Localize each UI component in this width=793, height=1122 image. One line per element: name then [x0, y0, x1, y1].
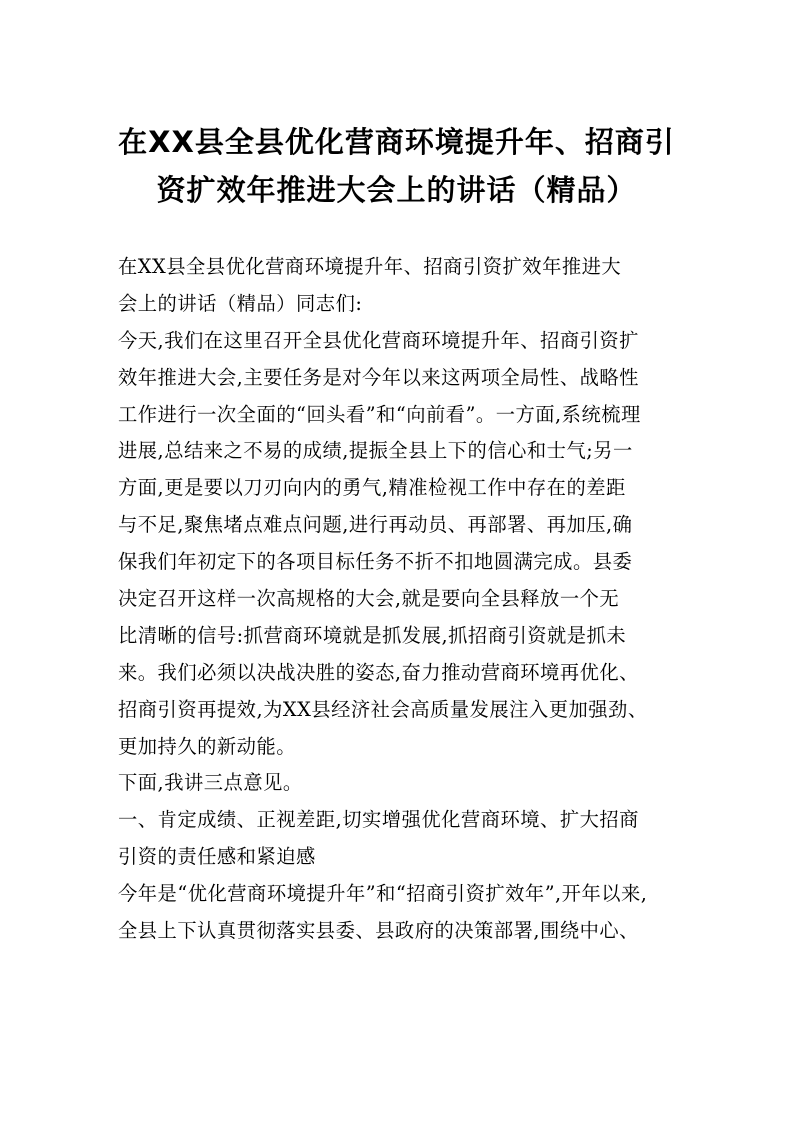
document-body — [118, 249, 698, 950]
body-line: 比清晰的信号:抓营商环境就是抓发展,抓招商引资就是抓未 — [118, 623, 627, 647]
body-line: 保我们年初定下的各项目标任务不折不扣地圆满完成。县委 — [118, 550, 633, 574]
body-line: 方面,更是要以刀刃向内的勇气,精准检视工作中存在的差距 — [118, 476, 626, 500]
body-line: 工作进行一次全面的“回头看”和“向前看”。一方面,系统梳理 — [118, 402, 641, 426]
body-line: 与不足,聚焦堵点难点问题,进行再动员、再部署、再加压,确 — [118, 513, 633, 537]
body-line: 来。我们必须以决战决胜的姿态,奋力推动营商环境再优化、 — [118, 660, 639, 684]
title-line: 在XX县全县优化营商环境提升年、招商引 — [118, 125, 675, 159]
body-line: 全县上下认真贯彻落实县委、县政府的决策部署,围绕中心、 — [118, 919, 639, 943]
body-line: 会上的讲话（精品）同志们: — [118, 291, 363, 315]
body-line: 进展,总结来之不易的成绩,提振全县上下的信心和士气;另一 — [118, 439, 633, 463]
document-title — [100, 118, 693, 214]
body-line: 引资的责任感和紧迫感 — [118, 845, 316, 869]
body-line: 决定召开这样一次高规格的大会,就是要向全县释放一个无 — [118, 587, 620, 611]
body-line: 效年推进大会,主要任务是对今年以来这两项全局性、战略性 — [118, 365, 639, 389]
body-line: 今天,我们在这里召开全县优化营商环境提升年、招商引资扩 — [118, 328, 639, 352]
body-line: 招商引资再提效,为XX县经济社会高质量发展注入更加强劲、 — [118, 697, 648, 721]
body-line: 一、肯定成绩、正视差距,切实增强优化营商环境、扩大招商 — [118, 808, 639, 832]
title-line: 资扩效年推进大会上的讲话（精品） — [156, 173, 637, 207]
body-line: 下面,我讲三点意见。 — [118, 771, 303, 795]
body-line: 更加持久的新动能。 — [118, 734, 297, 758]
body-line: 今年是“优化营商环境提升年”和“招商引资扩效年”,开年以来, — [118, 882, 648, 906]
body-line: 在XX县全县优化营商环境提升年、招商引资扩效年推进大 — [118, 255, 622, 278]
